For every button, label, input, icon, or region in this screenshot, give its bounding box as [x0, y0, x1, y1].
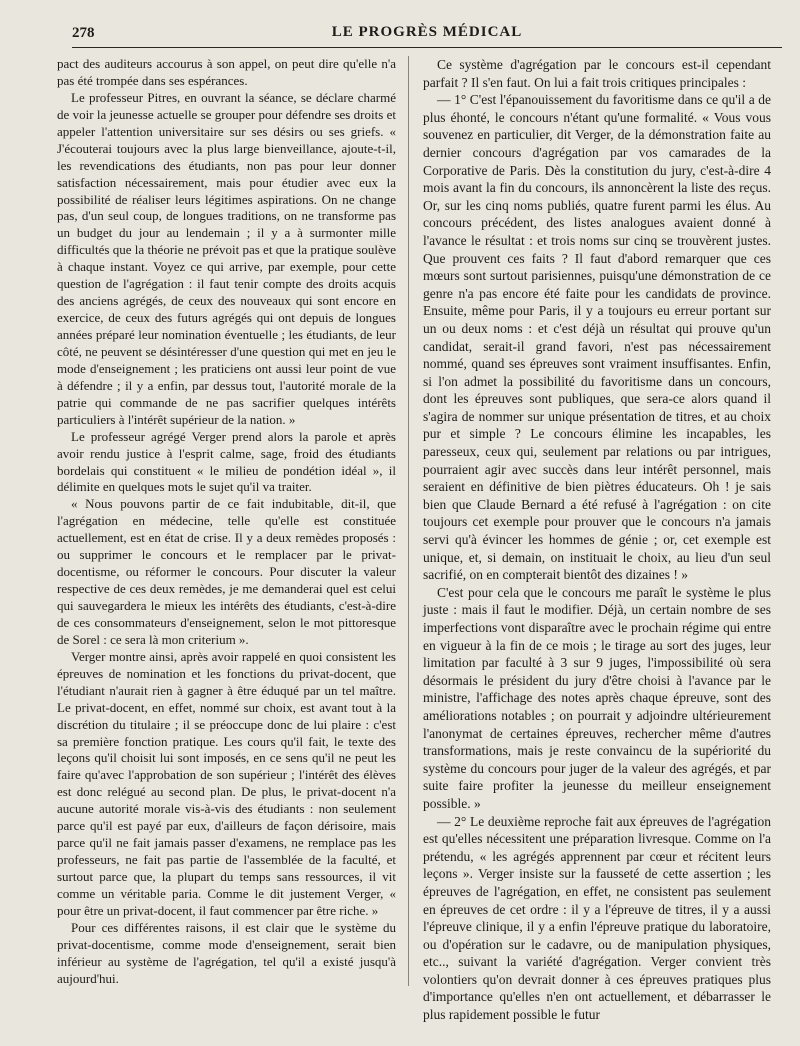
paragraph: Ce système d'agrégation par le concours est-il cependant parfait ? Il s'en faut. On lui a fait trois critiques principales :: [423, 57, 771, 90]
paragraph: — 1° C'est l'épanouissement du favoritisme dans ce qu'il a de plus éhonté, le concours n'étant qu'une formalité. « Vous vous souvenez en particulier, dit Verger, de la démonstration faite au dernier concours d'agrégation par vos camarades de la Corporative de Paris. Dès la constitution du jury, c'est-à-dire 4 mois avant la fin du concours, ils annoncèrent la liste des reçus. Or, sur les cinq noms publiés, quatre furent parmi les élus. Au concours précédent, des listes analogues avaient donné à l'avance le résultat : et trois noms sur cinq se trouvèrent justes. Que prouvent ces faits ? Il faut d'abord remarquer que ces mœurs sont surtout parisiennes, puisqu'une démonstration de ce genre n'a pas encore été faite pour les candidats de province. Ensuite, même pour Paris, il y a toujours eu erreur portant sur un ou deux noms : et c'est déjà un résultat qui prouve qu'un candidat, serait-il grand favori, n'est pas nécessairement nommé, quand ses épreuves sont vraiment insuffisantes. Enfin, si l'on admet la possibilité du favoritisme dans un concours, dont les épreuves sont publiques, que sera-ce alors quand il s'agira de nommer sur unique présentation de titres, et au choix pur et simple ? Le concours élimine les incapables, les paresseux, ceux qui, seulement par relations ou par intrigues, pourraient agir avec succès dans leur intérêt personnel, mais seraient en définitive de bien piètres éducateurs. Oh ! je sais bien que Claude Bernard a été refusé à l'agrégation : on cite toujours cet exemple pour prouver que le concours n'a jamais servi qu'à évincer les hommes de génie ; or, cet exemple est unique, et, si demain, on instituait le choix, au lieu d'un seul sacrifié, on en compterait bientôt des dizaines ! »: [423, 92, 771, 583]
paragraph: Le professeur agrégé Verger prend alors la parole et après avoir rendu justice à l'esprit calme, sage, froid des étudiants bordelais qui constituent « le milieu de pondétion idéal », il délimite en quelques mots le sujet qu'il va traiter.: [57, 428, 396, 495]
right-column: [423, 56, 771, 1024]
page-header: [72, 20, 782, 44]
paragraph: Pour ces différentes raisons, il est clair que le système du privat-docentisme, comme mode d'enseignement, serait bien inférieur au système de l'agrégation, tel qu'il a existé jusqu'à aujourd'hui.: [57, 919, 396, 986]
paragraph: — 2° Le deuxième reproche fait aux épreuves de l'agrégation est qu'elles nécessitent une préparation livresque. Comme on l'a prétendu, « les agrégés apprennent par cœur et récitent leurs leçons ». Verger insiste sur la fausseté de cette assertion ; les épreuves de l'agrégation, en effet, ne consistent pas seulement en épreuves de cet ordre : il y a l'épreuve de titres, il y a aussi l'épreuve clinique, il y a enfin l'épreuve pratique du laboratoire, ou d'opération sur le cadavre, ou de manipulation physiques, etc.., suivant la variété d'agrégation. Verger convient très volontiers qu'on devrait donner à ces épreuves pratiques plus d'importance qu'elles n'en ont actuellement, et débarrasser le plus rapidement possible le futur: [423, 813, 771, 1023]
running-title: LE PROGRÈS MÉDICAL: [331, 24, 523, 40]
paragraph: Le professeur Pitres, en ouvrant la séance, se déclare charmé de voir la jeunesse actuelle se grouper pour défendre ses droits et appeler l'attention universitaire sur ses désirs ou ses griefs. « J'écouterai toujours avec la plus large bienveillance, ajoute-t-il, les revendications des étudiants, non pas pour leur donner satisfaction nécessairement, mais pour étudier avec eux la possibilité de réaliser leurs légitimes aspirations. On ne change pas, d'un seul coup, de longues traditions, on ne transforme pas un budget du jour au lendemain ; il y a à surmonter mille difficultés que la théorie ne prévoit pas et que la pratique soulève à chaque instant. Voyez ce qui arrive, par exemple, pour cette question de l'agrégation : il faut tenir compte des droits acquis des anciens agrégés, de ceux des nouveaux qui sont encore en exercice, de ceux des futurs agrégés qui ont depuis de longues années préparé leur nomination éventuelle ; les étudiants, de leur côté, ne peuvent se désintéresser d'une question qui met en jeu le mode d'enseignement ; les praticiens ont aussi leur point de vue à défendre ; il y a enfin, par dessus tout, l'autorité morale de la patrie qui commande de ne pas sacrifier quelques intérêts particuliers à l'intérêt supérieur de la nation. »: [57, 89, 396, 427]
paragraph: C'est pour cela que le concours me paraît le système le plus juste : mais il faut le modifier. Déjà, un certain nombre de ses imperfections vont disparaître avec le prochain régime qui entre en vigueur à la fin de ce mois ; le tirage au sort des juges, leur limitation par faculté à 3 sur 9 juges, l'impossibilité où sera désormais le président du jury d'être choisi à l'avance par le ministre, l'affichage des notes après chaque épreuve, sont des améliorations notables ; on pourrait y adjoindre ultérieurement l'anonymat de certaines épreuves, rechercher même d'autres transformations, mais je reste convaincu de la supériorité du système du concours pour juger de la valeur des agrégés, et par suite faire profiter la jeunesse du meilleur enseignement possible. »: [423, 584, 771, 811]
page-number: 278: [72, 25, 95, 41]
left-column: [57, 56, 396, 988]
paragraph: « Nous pouvons partir de ce fait indubitable, dit-il, que l'agrégation en médecine, telle qu'elle est constituée actuellement, est en état de crise. Il y a deux remèdes proposés : ou supprimer le concours et le remplacer par le privat-docentisme, ou réformer le concours. Pour discuter la valeur respective de ces deux remèdes, je me demanderai quel est celui qui sauvegardera le mieux les intérêts des étudiants, c'est-à-dire de ces consommateurs d'enseignement, selon le mot pittoresque de Sorel : ce sera là mon criterium ».: [57, 496, 396, 647]
paragraph: pact des auditeurs accourus à son appel, on peut dire qu'elle n'a pas été trompée dans ses espérances.: [57, 56, 396, 88]
paragraph: Verger montre ainsi, après avoir rappelé en quoi consistent les épreuves de nomination et les fonctions du privat-docent, que l'étudiant n'aurait rien à gagner à être éduqué par un tel maître. Le privat-docent, en effet, nommé sur choix, est avant tout à la discrétion du titulaire ; il se préoccupe donc de lui plaire : c'est sa première fonction pratique. Les cours qu'il fait, le texte des leçons qu'il choisit lui sont imposés, en ce sens qu'il ne peut les faire qu'avec l'approbation de son supérieur ; l'intérêt des élèves est donc relégué au second plan. De plus, le privat-docent n'a aucune autorité morale vis-à-vis des étudiants : non seulement parce qu'il est payé par eux, d'ailleurs de façon dérisoire, mais parce qu'il ne fait jamais passer d'examens, ne remplace pas les professeurs, ne fait pas partie de l'assemblée de la faculté, et surtout parce que, la plupart du temps sans ressources, il vit comme un véritable paria. Comme le dit justement Verger, « pour être un privat-docent, il faut commencer par être riche. »: [57, 648, 396, 918]
column-separator: [408, 56, 409, 986]
header-rule: [72, 47, 782, 48]
